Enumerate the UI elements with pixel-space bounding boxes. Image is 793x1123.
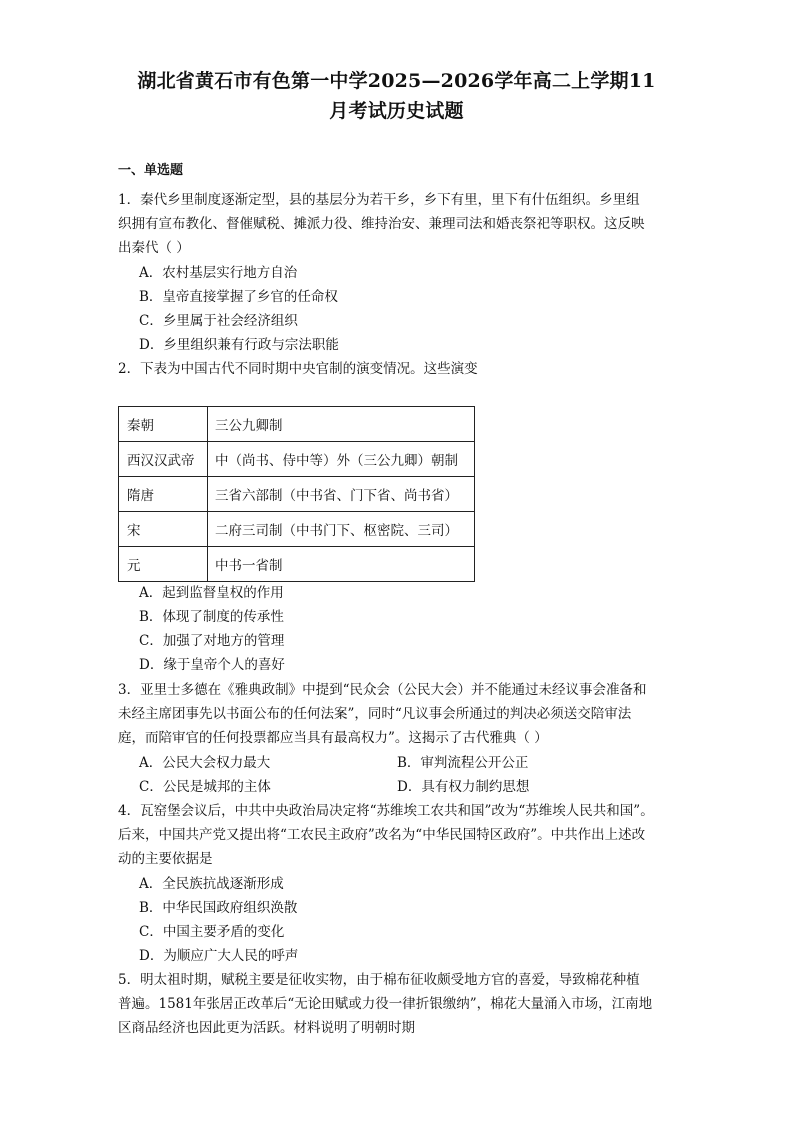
question-1-line: 1．秦代乡里制度逐渐定型，县的基层分为若干乡，乡下有里，里下有什伍组织。乡里组 [118, 192, 640, 208]
question-5-stem [118, 968, 678, 1040]
question-3-line: 庭，而陪审官的任何投票都应当具有最高权力”。这揭示了古代雅典（ ） [118, 730, 548, 746]
question-1-stem [118, 188, 678, 260]
question-4-option-b[interactable]: B．中华民国政府组织涣散 [139, 900, 298, 916]
question-4-line: 4．瓦窑堡会议后，中共中央政治局决定将“苏维埃工农共和国”改为“苏维埃人民共和国”。 [118, 803, 654, 819]
question-3-line: 3．亚里士多德在《雅典政制》中提到“民众会（公民大会）并不能通过未经议事会准备和 [118, 682, 647, 698]
question-1-option-a[interactable]: A．农村基层实行地方自治 [139, 265, 298, 281]
table-row [119, 442, 475, 477]
question-2-option-d[interactable]: D．缘于皇帝个人的喜好 [139, 657, 285, 673]
table-row [119, 477, 475, 512]
question-4-line: 后来，中国共产党又提出将“工农民主政府”改名为“中华民国特区政府”。中共作出上述改 [118, 827, 646, 843]
question-2-stem: 2．下表为中国古代不同时期中央官制的演变情况。这些演变 [118, 361, 478, 377]
question-1-line: 织拥有宣布教化、督催赋税、摊派力役、维持治安、兼理司法和婚丧祭祀等职权。这反映 [118, 216, 645, 232]
official-system-table [118, 406, 475, 582]
question-2-option-a[interactable]: A．起到监督皇权的作用 [139, 585, 284, 601]
question-1-option-c[interactable]: C．乡里属于社会经济组织 [139, 313, 298, 329]
question-1-option-d[interactable]: D．乡里组织兼有行政与宗法职能 [139, 337, 339, 353]
table-cell-period: 元 [119, 547, 208, 582]
question-4-option-a[interactable]: A．全民族抗战逐渐形成 [139, 876, 284, 892]
section-heading: 一、单选题 [118, 163, 184, 178]
title-line-1: 湖北省黄石市有色第一中学2025—2026学年高二上学期11 [137, 70, 656, 92]
question-3-line: 未经主席团事先以书面公布的任何法案”，同时“凡议事会所通过的判决必须送交陪审法 [118, 706, 632, 722]
question-2-option-c[interactable]: C．加强了对地方的管理 [139, 633, 285, 649]
question-1-option-b[interactable]: B．皇帝直接掌握了乡官的任命权 [139, 289, 338, 305]
table-cell-system: 二府三司制（中书门下、枢密院、三司） [208, 512, 475, 547]
question-3-stem [118, 678, 678, 750]
title-line-2: 月考试历史试题 [329, 100, 464, 122]
table-row [119, 547, 475, 582]
question-4-stem [118, 799, 678, 871]
question-5-line: 区商品经济也因此更为活跃。材料说明了明朝时期 [118, 1020, 415, 1036]
question-5-line: 普遍。1581年张居正改革后“无论田赋或力役一律折银缴纳”，棉花大量涌入市场，江南地 [118, 996, 653, 1012]
table-cell-period: 宋 [119, 512, 208, 547]
table-cell-system: 三公九卿制 [208, 407, 475, 442]
question-2-option-b[interactable]: B．体现了制度的传承性 [139, 609, 284, 625]
question-3-option-b[interactable]: B．审判流程公开公正 [397, 755, 529, 771]
question-4-option-c[interactable]: C．中国主要矛盾的变化 [139, 924, 285, 940]
question-5-line: 5．明太祖时期，赋税主要是征收实物，由于棉布征收颇受地方官的喜爱，导致棉花种植 [118, 972, 640, 988]
table-row [119, 512, 475, 547]
question-3-option-d[interactable]: D．具有权力制约思想 [397, 779, 530, 795]
table-cell-period: 西汉汉武帝 [119, 442, 208, 477]
table-cell-period: 隋唐 [119, 477, 208, 512]
question-4-line: 动的主要依据是 [118, 851, 213, 867]
question-3-option-c[interactable]: C．公民是城邦的主体 [139, 779, 271, 795]
table-cell-period: 秦朝 [119, 407, 208, 442]
table-cell-system: 中书一省制 [208, 547, 475, 582]
table-cell-system: 三省六部制（中书省、门下省、尚书省） [208, 477, 475, 512]
table-cell-system: 中（尚书、侍中等）外（三公九卿）朝制 [208, 442, 475, 477]
question-4-option-d[interactable]: D．为顺应广大人民的呼声 [139, 948, 299, 964]
question-1-line: 出秦代（ ） [118, 240, 190, 256]
page-title [0, 66, 793, 126]
table-row [119, 407, 475, 442]
question-3-option-a[interactable]: A．公民大会权力最大 [139, 755, 271, 771]
